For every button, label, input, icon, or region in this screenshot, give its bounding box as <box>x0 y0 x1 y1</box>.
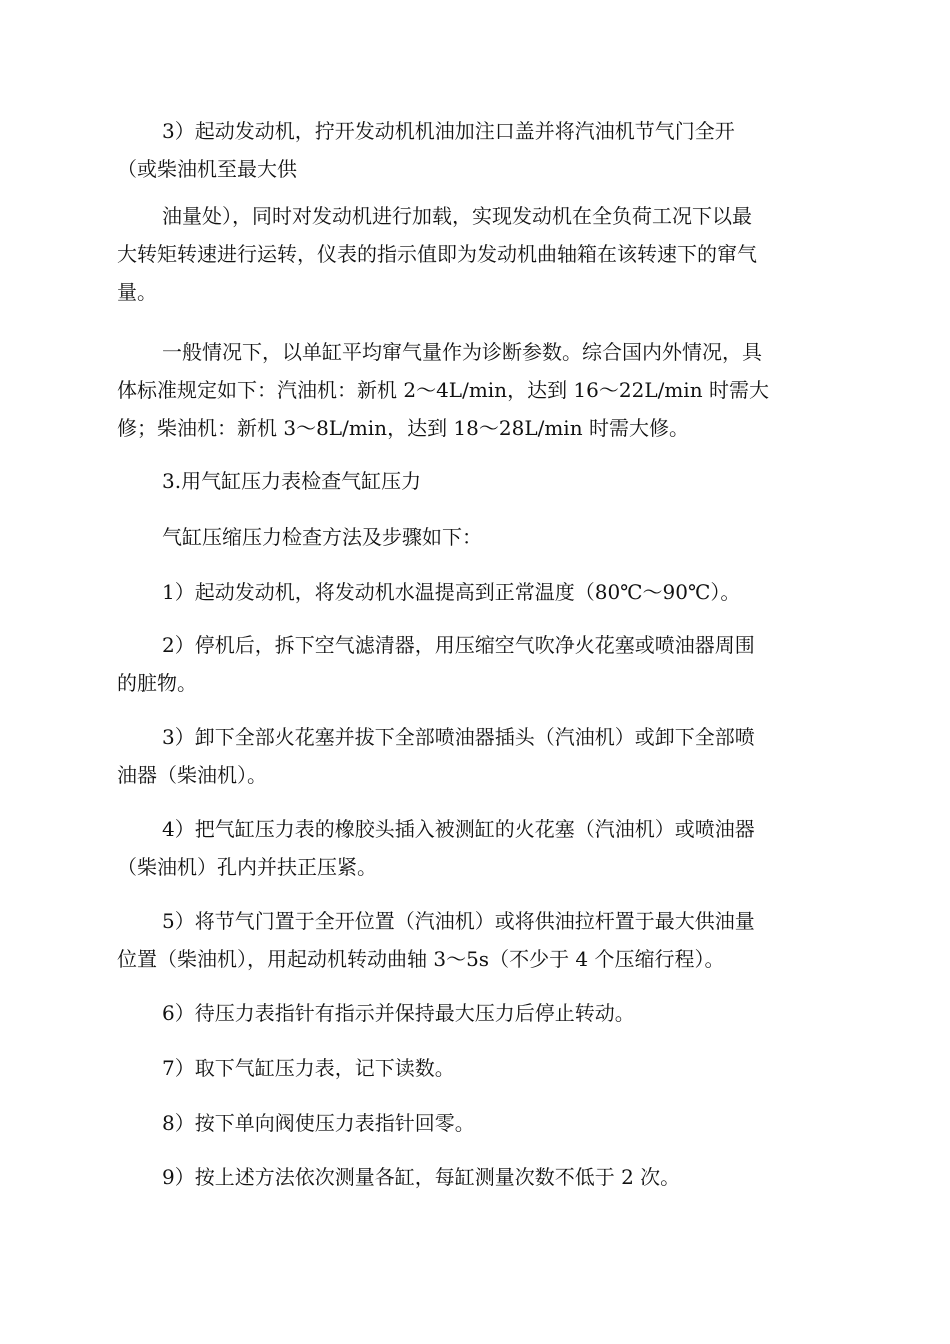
text-line: 3）起动发动机，拧开发动机机油加注口盖并将汽油机节气门全开 <box>162 119 735 143</box>
text-line: 气缸压缩压力检查方法及步骤如下： <box>162 525 482 549</box>
text-line: 4）把气缸压力表的橡胶头插入被测缸的火花塞（汽油机）或喷油器 <box>162 817 755 841</box>
paragraph-step-6 <box>117 994 837 1032</box>
text-line: 9）按上述方法依次测量各缸，每缸测量次数不低于 2 次。 <box>162 1165 681 1189</box>
text-line: 6）待压力表指针有指示并保持最大压力后停止转动。 <box>162 1001 635 1025</box>
text-line: 油量处），同时对发动机进行加载，实现发动机在全负荷工况下以最 <box>162 204 752 228</box>
text-line: 3.用气缸压力表检查气缸压力 <box>162 469 422 493</box>
text-line: 位置（柴油机），用起动机转动曲轴 3～5s（不少于 4 个压缩行程）。 <box>117 947 725 971</box>
text-line: 的脏物。 <box>117 671 197 695</box>
paragraph-step-3 <box>117 718 837 794</box>
paragraph-step-9 <box>117 1158 837 1196</box>
paragraph-step-3-start-engine <box>117 112 837 188</box>
text-line: 7）取下气缸压力表，记下读数。 <box>162 1056 455 1080</box>
text-line: 修；柴油机：新机 3～8L/min，达到 18～28L/min 时需大修。 <box>117 416 689 440</box>
text-line: 3）卸下全部火花塞并拔下全部喷油器插头（汽油机）或卸下全部喷 <box>162 725 755 749</box>
paragraph-procedure-intro <box>117 518 837 556</box>
text-line: 5）将节气门置于全开位置（汽油机）或将供油拉杆置于最大供油量 <box>162 909 755 933</box>
paragraph-step-1 <box>117 573 837 611</box>
text-line: 量。 <box>117 280 157 304</box>
paragraph-step-5 <box>117 902 837 978</box>
text-line: 油器（柴油机）。 <box>117 763 267 787</box>
paragraph-blowby-standards <box>117 333 837 447</box>
paragraph-full-load-operation <box>117 197 837 311</box>
text-line: 8）按下单向阀使压力表指针回零。 <box>162 1111 475 1135</box>
paragraph-step-4 <box>117 810 837 886</box>
text-line: 一般情况下，以单缸平均窜气量作为诊断参数。综合国内外情况，具 <box>162 340 762 364</box>
text-line: 1）起动发动机，将发动机水温提高到正常温度（80℃～90℃）。 <box>162 580 741 604</box>
text-line: 体标准规定如下：汽油机：新机 2～4L/min，达到 16～22L/min 时需大 <box>117 378 769 402</box>
text-line: 2）停机后，拆下空气滤清器，用压缩空气吹净火花塞或喷油器周围 <box>162 633 755 657</box>
text-line: （柴油机）孔内并扶正压紧。 <box>117 855 377 879</box>
paragraph-step-7 <box>117 1049 837 1087</box>
paragraph-step-8 <box>117 1104 837 1142</box>
section-heading-cylinder-pressure <box>117 462 837 500</box>
text-line: （或柴油机至最大供 <box>117 157 297 181</box>
paragraph-step-2 <box>117 626 837 702</box>
text-line: 大转矩转速进行运转，仪表的指示值即为发动机曲轴箱在该转速下的窜气 <box>117 242 757 266</box>
